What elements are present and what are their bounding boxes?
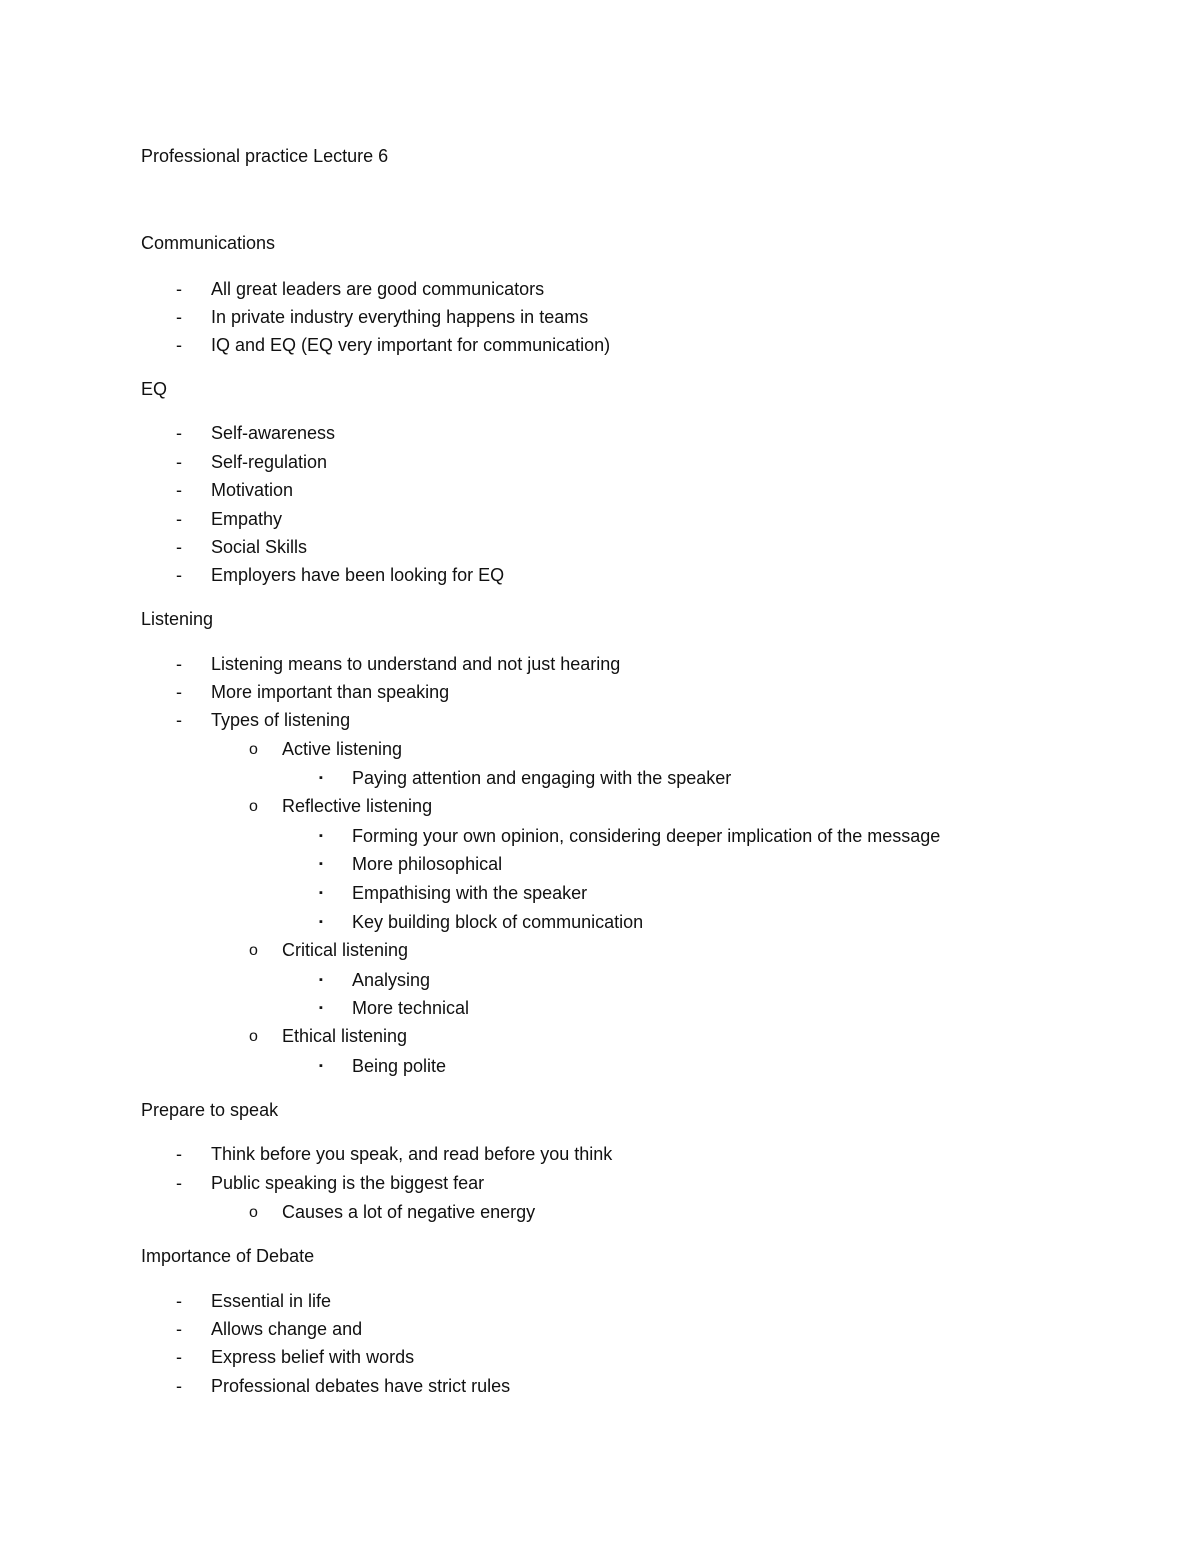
list-item: Essential in life: [211, 1291, 332, 1311]
list-item: Professional debates have strict rules: [211, 1376, 511, 1396]
list-item: In private industry everything happens in teams: [211, 307, 589, 327]
list-item: Key building block of communication: [352, 912, 644, 932]
section-heading-communications: Communications: [141, 233, 276, 253]
dash-bullet: -: [176, 307, 182, 327]
list-item: Think before you speak, and read before you think: [211, 1144, 613, 1164]
dash-bullet: -: [176, 682, 182, 702]
list-item: Active listening: [282, 739, 403, 759]
square-bullet: ▪: [319, 974, 323, 986]
dash-bullet: -: [176, 537, 182, 557]
dash-bullet: -: [176, 1173, 182, 1193]
dash-bullet: -: [176, 1347, 182, 1367]
list-item: Ethical listening: [282, 1026, 408, 1046]
dash-bullet: -: [176, 509, 182, 529]
list-item: Express belief with words: [211, 1347, 415, 1367]
list-item: Empathising with the speaker: [352, 883, 588, 903]
dash-bullet: -: [176, 279, 182, 299]
list-item: Analysing: [352, 970, 431, 990]
list-item: Listening means to understand and not just hearing: [211, 654, 621, 674]
dash-bullet: -: [176, 480, 182, 500]
square-bullet: ▪: [319, 887, 323, 899]
dash-bullet: -: [176, 452, 182, 472]
list-item: More technical: [352, 998, 470, 1018]
square-bullet: ▪: [319, 1060, 323, 1072]
square-bullet: ▪: [319, 858, 323, 870]
list-item: More important than speaking: [211, 682, 450, 702]
list-item: Causes a lot of negative energy: [282, 1202, 536, 1222]
list-item: Paying attention and engaging with the speaker: [352, 768, 732, 788]
dash-bullet: -: [176, 1144, 182, 1164]
section-heading-eq: EQ: [141, 379, 168, 399]
list-item: Forming your own opinion, considering deeper implication of the message: [352, 826, 941, 846]
square-bullet: ▪: [319, 772, 323, 784]
document-title: Professional practice Lecture 6: [141, 146, 389, 166]
dash-bullet: -: [176, 1376, 182, 1396]
list-item: Allows change and: [211, 1319, 363, 1339]
list-item: Social Skills: [211, 537, 308, 557]
list-item: Empathy: [211, 509, 283, 529]
dash-bullet: -: [176, 565, 182, 585]
circle-bullet: o: [249, 942, 258, 959]
circle-bullet: o: [249, 1028, 258, 1045]
square-bullet: ▪: [319, 1002, 323, 1014]
circle-bullet: o: [249, 1204, 258, 1221]
dash-bullet: -: [176, 335, 182, 355]
list-item: Reflective listening: [282, 796, 433, 816]
dash-bullet: -: [176, 423, 182, 443]
square-bullet: ▪: [319, 830, 323, 842]
list-item: IQ and EQ (EQ very important for communication): [211, 335, 611, 355]
section-heading-listening: Listening: [141, 609, 214, 629]
section-heading-importance-of-debate: Importance of Debate: [141, 1246, 315, 1266]
list-item: Self-awareness: [211, 423, 336, 443]
list-item: More philosophical: [352, 854, 503, 874]
dash-bullet: -: [176, 654, 182, 674]
dash-bullet: -: [176, 710, 182, 730]
circle-bullet: o: [249, 798, 258, 815]
list-item: All great leaders are good communicators: [211, 279, 545, 299]
list-item: Being polite: [352, 1056, 447, 1076]
list-item: Motivation: [211, 480, 294, 500]
list-item: Self-regulation: [211, 452, 328, 472]
circle-bullet: o: [249, 741, 258, 758]
list-item: Employers have been looking for EQ: [211, 565, 505, 585]
section-heading-prepare-to-speak: Prepare to speak: [141, 1100, 279, 1120]
list-item: Types of listening: [211, 710, 351, 730]
list-item: Critical listening: [282, 940, 409, 960]
dash-bullet: -: [176, 1319, 182, 1339]
list-item: Public speaking is the biggest fear: [211, 1173, 485, 1193]
square-bullet: ▪: [319, 916, 323, 928]
dash-bullet: -: [176, 1291, 182, 1311]
